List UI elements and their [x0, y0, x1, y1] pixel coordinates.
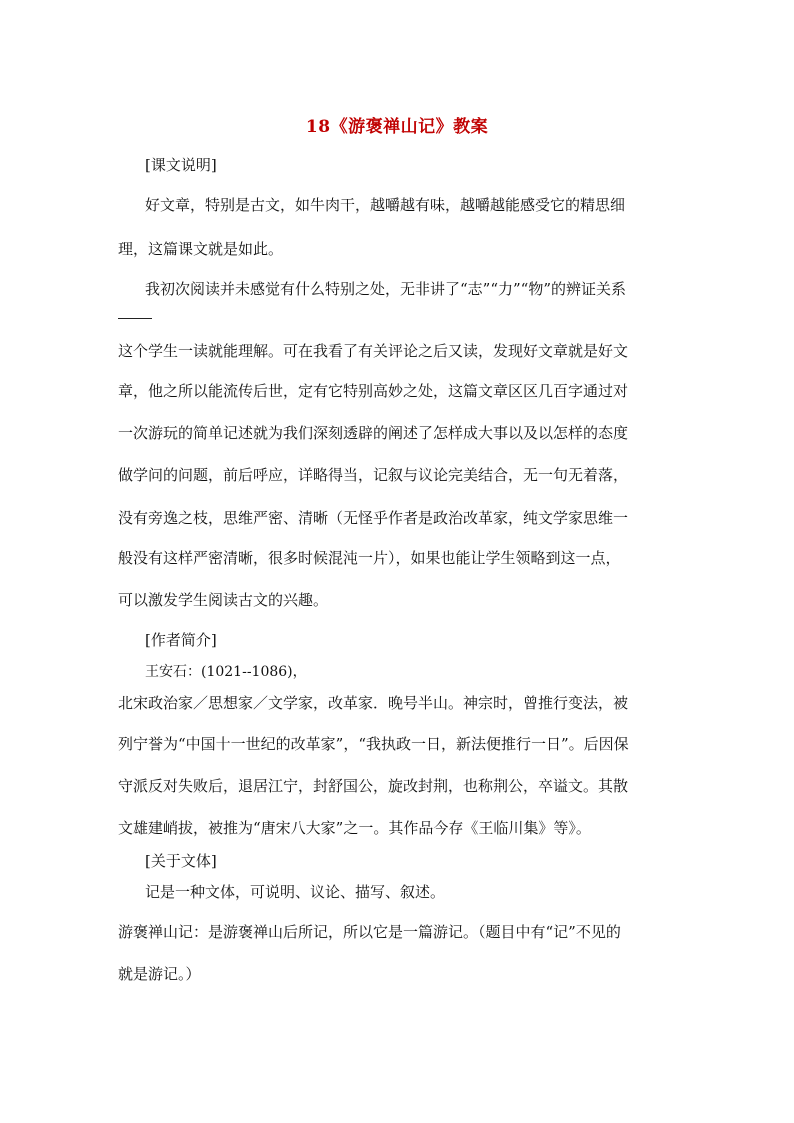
paragraph-line: 章，他之所以能流传后世，定有它特别高妙之处，这篇文章区区几百字通过对	[118, 382, 629, 400]
paragraph-line: 好文章，特别是古文，如牛肉干，越嚼越有味，越嚼越能感受它的精思细	[145, 196, 626, 214]
dash-rule	[118, 318, 152, 319]
paragraph-line: 一次游玩的简单记述就为我们深刻透辟的阐述了怎样成大事以及以怎样的态度	[118, 424, 629, 442]
paragraph-line: 记是一种文体，可说明、议论、描写、叙述。	[145, 883, 446, 901]
paragraph-line: 我初次阅读并未感觉有什么特别之处，无非讲了“志”“力”“物”的辨证关系	[145, 280, 627, 298]
paragraph-line: 可以激发学生阅读古文的兴趣。	[118, 591, 329, 609]
paragraph-line: 就是游记。）	[118, 965, 201, 983]
paragraph-line: 没有旁逸之枝，思维严密、清晰（无怪乎作者是政治改革家，纯文学家思维一	[118, 509, 629, 527]
paragraph-line: 北宋政治家／思想家／文学家，改革家．晚号半山。神宗时，曾推行变法，被	[118, 694, 629, 712]
paragraph-line: 王安石：(1021--1086)，	[145, 664, 307, 680]
paragraph-line: 这个学生一读就能理解。可在我看了有关评论之后又读，发现好文章就是好文	[118, 342, 629, 360]
paragraph-line: 守派反对失败后，退居江宁，封舒国公，旋改封荆，也称荆公，卒谥文。其散	[118, 777, 629, 795]
paragraph-line: 文雄建峭拔，被推为“唐宋八大家”之一。其作品今存《王临川集》等》。	[118, 819, 591, 837]
section-heading-author: [作者简介]	[145, 631, 217, 649]
paragraph-line: 般没有这样严密清晰，很多时候混沌一片），如果也能让学生领略到这一点，	[118, 549, 621, 567]
paragraph-line: 理，这篇课文就是如此。	[118, 240, 284, 258]
document-title: 18《游褒禅山记》教案	[305, 117, 489, 137]
section-heading-genre: [关于文体]	[145, 852, 217, 870]
section-heading-kewen: [课文说明]	[145, 156, 217, 174]
paragraph-line: 列宁誉为“中国十一世纪的改革家”，“我执政一日，新法便推行一日”。后因保	[118, 735, 629, 753]
paragraph-line: 做学问的问题，前后呼应，详略得当，记叙与议论完美结合，无一句无着落，	[118, 466, 629, 484]
paragraph-line: 游褒禅山记：是游褒禅山后所记，所以它是一篇游记。（题目中有“记”不见的	[118, 923, 621, 941]
